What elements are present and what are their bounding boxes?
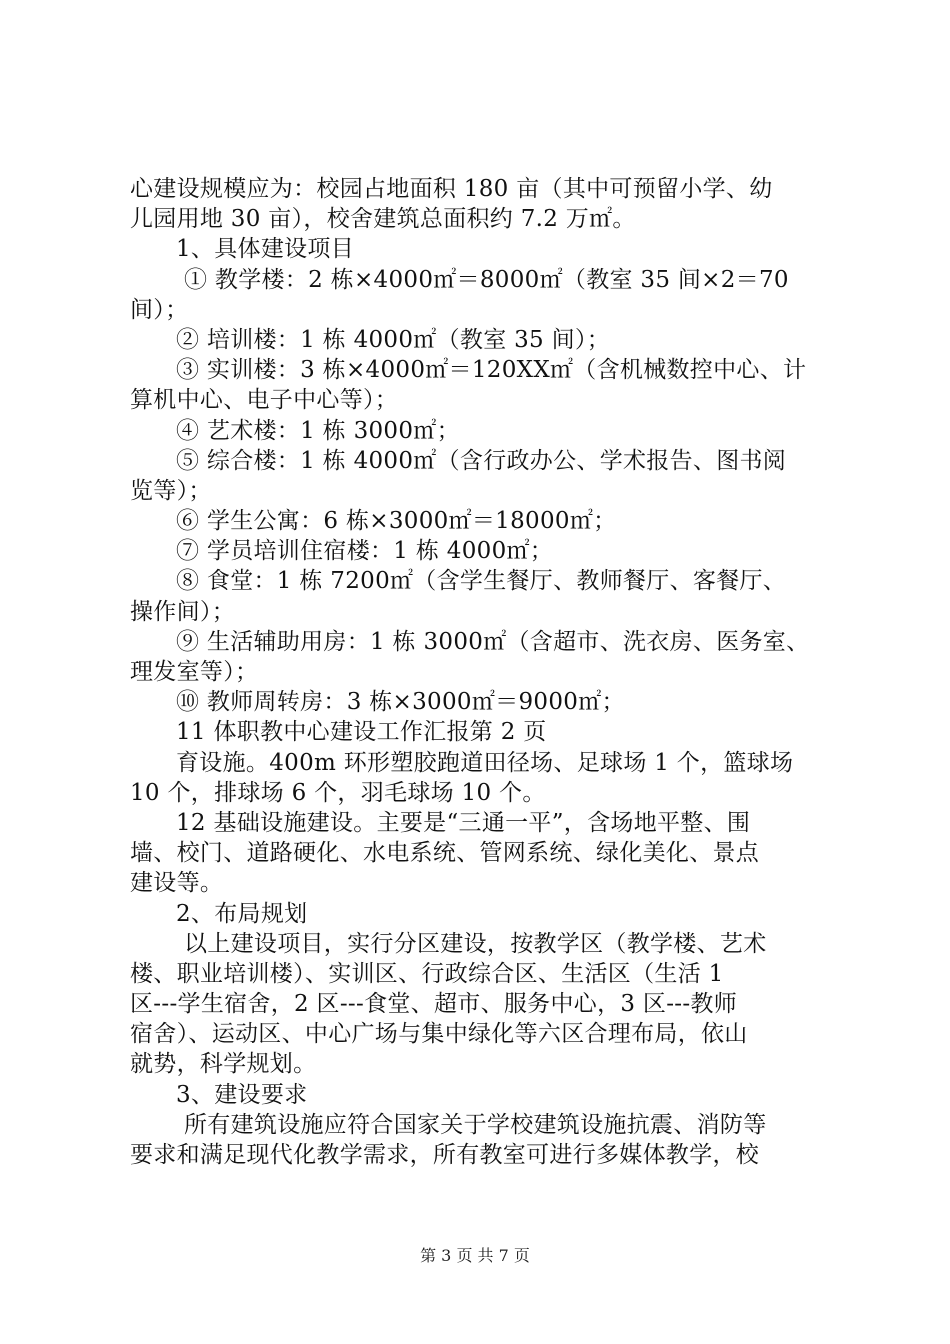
- text-line: 览等）；: [130, 477, 212, 504]
- text-line: 宿舍）、运动区、中心广场与集中绿化等六区合理布局，依山: [130, 1021, 748, 1048]
- text-line: ⑩ 教师周转房：3 栋×3000㎡＝9000㎡；: [176, 689, 625, 716]
- text-line: 楼、职业培训楼）、实训区、行政综合区、生活区（生活 1: [130, 960, 724, 987]
- text-line: 2、布局规划: [176, 900, 308, 927]
- text-line: ⑨ 生活辅助用房：1 栋 3000㎡（含超市、洗衣房、医务室、: [176, 628, 810, 655]
- text-line: ⑥ 学生公寓：6 栋×3000㎡＝18000㎡；: [176, 508, 617, 535]
- text-line: 建设等。: [130, 870, 224, 897]
- text-line: 10 个，排球场 6 个，羽毛球场 10 个。: [130, 779, 546, 806]
- text-line: 11 体职教中心建设工作汇报第 2 页: [176, 719, 547, 746]
- text-line: ⑧ 食堂：1 栋 7200㎡（含学生餐厅、教师餐厅、客餐厅、: [176, 568, 787, 595]
- text-line: ① 教学楼：2 栋×4000㎡＝8000㎡（教室 35 间×2＝70: [184, 266, 789, 293]
- text-line: 心建设规模应为：校园占地面积 180 亩（其中可预留小学、幼: [130, 176, 773, 202]
- text-line: ⑦ 学员培训住宿楼：1 栋 4000㎡；: [176, 538, 554, 565]
- text-line: 所有建筑设施应符合国家关于学校建筑设施抗震、消防等: [184, 1111, 767, 1138]
- page-footer: 第 3 页 共 7 页: [420, 1246, 530, 1265]
- text-line: 要求和满足现代化教学需求，所有教室可进行多媒体教学，校: [130, 1142, 760, 1168]
- text-line: 墙、校门、道路硬化、水电系统、管网系统、绿化美化、景点: [130, 840, 760, 867]
- text-line: ② 培训楼：1 栋 4000㎡（教室 35 间）；: [176, 326, 610, 353]
- text-line: 间）；: [130, 296, 189, 323]
- text-line: ③ 实训楼：3 栋×4000㎡＝120XX㎡（含机械数控中心、计: [176, 357, 807, 384]
- text-line: 以上建设项目，实行分区建设，按教学区（教学楼、艺术: [184, 930, 767, 957]
- text-line: 儿园用地 30 亩），校舍建筑总面积约 7.2 万㎡。: [130, 206, 636, 233]
- text-line: ⑤ 综合楼：1 栋 4000㎡（含行政办公、学术报告、图书阅: [176, 447, 787, 474]
- document-body: [130, 174, 838, 1170]
- text-line: 1、具体建设项目: [176, 236, 355, 263]
- text-line: 算机中心、电子中心等）；: [130, 387, 399, 414]
- text-line: 3、建设要求: [176, 1081, 308, 1108]
- text-line: ④ 艺术楼：1 栋 3000㎡；: [176, 417, 460, 444]
- text-line: 区---学生宿舍，2 区---食堂、超市、服务中心，3 区---教师: [130, 991, 738, 1018]
- text-line: 理发室等）；: [130, 659, 259, 685]
- text-line: 就势，科学规划。: [130, 1051, 317, 1078]
- text-line: 育设施。400m 环形塑胶跑道田径场、足球场 1 个，篮球场: [176, 749, 794, 776]
- text-line: 操作间）；: [130, 598, 235, 625]
- text-line: 12 基础设施建设。主要是“三通一平”，含场地平整、围: [176, 809, 751, 836]
